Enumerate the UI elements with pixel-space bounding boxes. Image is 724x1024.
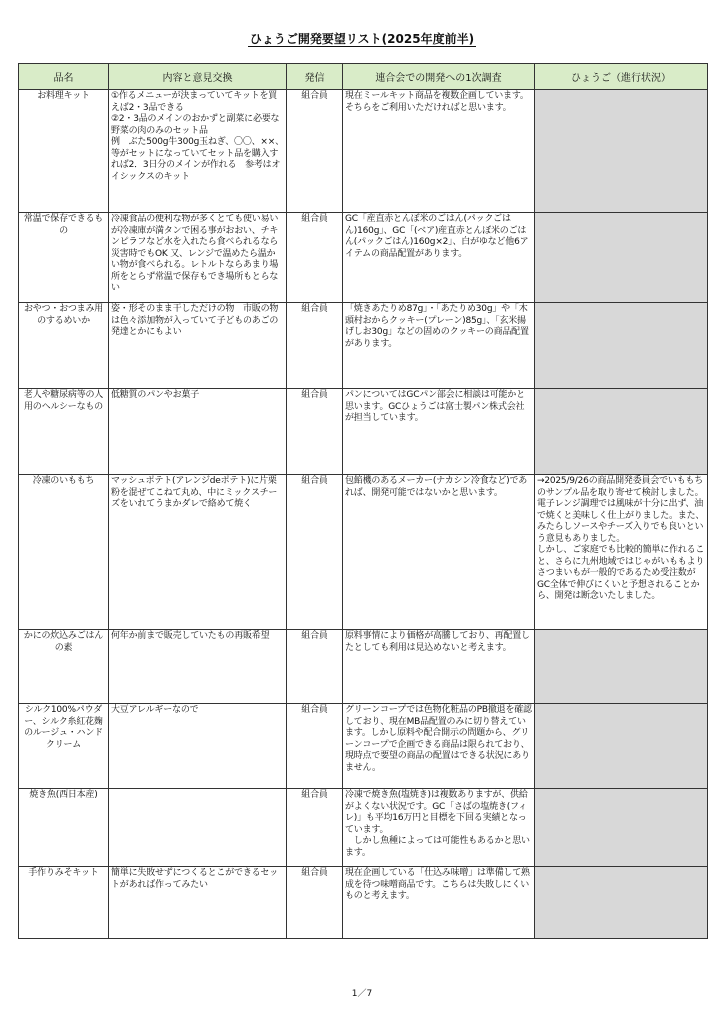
cell-status: [535, 90, 708, 213]
cell-name: お料理キット: [19, 90, 109, 213]
table-row: [19, 704, 708, 789]
table-row: [19, 213, 708, 303]
cell-from: 組合員: [287, 867, 343, 939]
cell-status: [535, 704, 708, 789]
cell-content: 何年か前まで販売していたもの再販希望: [109, 630, 287, 704]
cell-content-text: 冷凍食品の便利な物が多くとても使い易いが冷凍庫が満タンで困る事がおおい、チキンピラフなど水を入れたら食べられるなら災害時でもOK 又、レンジで温めたら温かい物が食べられる。レトルトならあまり場所をとらず常温で保存もでき場所もとらない: [111, 214, 279, 293]
cell-survey: 原料事情により価格が高騰しており、再配置したとしても利用は見込めないと考えます。: [343, 630, 535, 704]
cell-content: [109, 789, 287, 867]
cell-content: 簡単に失敗せずにつくるとこができるセットがあれば作ってみたい: [109, 867, 287, 939]
cell-from: 組合員: [287, 475, 343, 630]
table-row: [19, 303, 708, 389]
cell-name: 焼き魚(西日本産): [19, 789, 109, 867]
request-table: [18, 63, 708, 939]
cell-survey: グリーンコープでは色物化粧品のPB撤退を確認しており、現在MB品配置のみに切り替えています。しかし原料や配合開示の問題から、グリーンコープで企画できる商品は限られており、現時点で要望の商品の配置はできる状況にありません。: [343, 704, 535, 789]
cell-status: [535, 213, 708, 303]
cell-from: 組合員: [287, 303, 343, 389]
cell-name: 手作りみそキット: [19, 867, 109, 939]
cell-status: [535, 867, 708, 939]
cell-content: 大豆アレルギーなので: [109, 704, 287, 789]
header-from: 発信: [287, 64, 343, 90]
cell-name: おやつ・おつまみ用のするめいか: [19, 303, 109, 389]
cell-status: →2025/9/26の商品開発委員会でいももちのサンプル品を取り寄せて検討しました。電子レンジ調理では風味が十分に出ず、油で焼くと美味しく仕上がりました。また、みたらしソースやチーズ入りでも良いという意見もありました。 しかし、ご家庭でも比較的簡単に作れること、さらに九州地域ではじゃがいももよりさつまいもが一般的であるため受注数がGC全体で伸びにくいと予想されることから、開発は断念いたしました。: [535, 475, 708, 630]
cell-content: ①作るメニューが決まっていてキットを買えば2・3品できる ②2・3品のメインのおかずと副菜に必要な野菜の肉のみのセット品 例 ぶた500g牛300g玉ねぎ、〇〇、××、等がセットになっていてセット品を購入すれば2．3日分のメインが作れる 参考はオイシックスのキット: [109, 90, 287, 213]
cell-survey: 包餡機のあるメーカー(ナカシン冷食など)であれば、開発可能ではないかと思います。: [343, 475, 535, 630]
page-title-text: ひょうご開発要望リスト(2025年度前半): [249, 32, 475, 46]
page-title: [0, 30, 724, 47]
cell-content: 低糖質のパンやお菓子: [109, 389, 287, 475]
cell-name: 冷凍のいももち: [19, 475, 109, 630]
cell-name: 老人や糖尿病等の人用のヘルシーなもの: [19, 389, 109, 475]
cell-status: [535, 303, 708, 389]
table-row: [19, 90, 708, 213]
header-survey: 連合会での開発への1次調査: [343, 64, 535, 90]
cell-survey: GC「産直赤とんぼ米のごはん(パックごはん)160g」、GC「(ベア)産直赤とんぼ米のごはん(パックごはん)160g×2」、白がゆなど他6アイテムの商品配置があります。: [343, 213, 535, 303]
cell-from: 組合員: [287, 630, 343, 704]
header-name: 品名: [19, 64, 109, 90]
cell-survey: パンについてはGCパン部会に相談は可能かと思います。GCひょうごは富士製パン株式会社が担当しています。: [343, 389, 535, 475]
cell-content: 姿・形そのまま干しただけの物 市販の物は色々添加物が入っていて子どものあごの発達とかにもよい: [109, 303, 287, 389]
cell-from: 組合員: [287, 90, 343, 213]
header-content: 内容と意見交換: [109, 64, 287, 90]
cell-status: [535, 389, 708, 475]
cell-status: [535, 630, 708, 704]
cell-survey: 現在ミールキット商品を複数企画しています。そちらをご利用いただければと思います。: [343, 90, 535, 213]
table-row: [19, 789, 708, 867]
table-row: [19, 475, 708, 630]
header-status: ひょうご（進行状況）: [535, 64, 708, 90]
cell-name: シルク100%パウダー、シルク糸紅花麹のルージュ・ハンドクリーム: [19, 704, 109, 789]
cell-from: 組合員: [287, 704, 343, 789]
cell-content: [109, 213, 287, 303]
cell-name: かにの炊込みごはんの素: [19, 630, 109, 704]
cell-survey: 冷凍で焼き魚(塩焼き)は複数ありますが、供給がよくない状況です。GC「さばの塩焼き(フィレ)」も平均16万円と目標を下回る実績となっています。 しかし魚種によっては可能性もあるかと思います。: [343, 789, 535, 867]
cell-from: 組合員: [287, 213, 343, 303]
table-row: [19, 389, 708, 475]
table-row: [19, 867, 708, 939]
cell-survey: 現在企画している「仕込み味噌」は準備して熟成を待つ味噌商品です。こちらは失敗しにくいものと考えます。: [343, 867, 535, 939]
table-header-row: [19, 64, 708, 90]
cell-from: 組合員: [287, 389, 343, 475]
cell-content: マッシュポテト(アレンジdeポテト)に片栗粉を混ぜてこねて丸め、中にミックスチーズをいれてうまかダレで絡めて焼く: [109, 475, 287, 630]
page-number: 1／7: [351, 989, 373, 999]
cell-status: [535, 789, 708, 867]
cell-from: 組合員: [287, 789, 343, 867]
table-row: [19, 630, 708, 704]
cell-name: 常温で保存できるもの: [19, 213, 109, 303]
cell-survey: 「焼きあたりめ87g」・「あたりめ30g」や「木頭村おからクッキー(プレーン)85g」、「玄米揚げしお30g」などの固めのクッキーの商品配置があります。: [343, 303, 535, 389]
